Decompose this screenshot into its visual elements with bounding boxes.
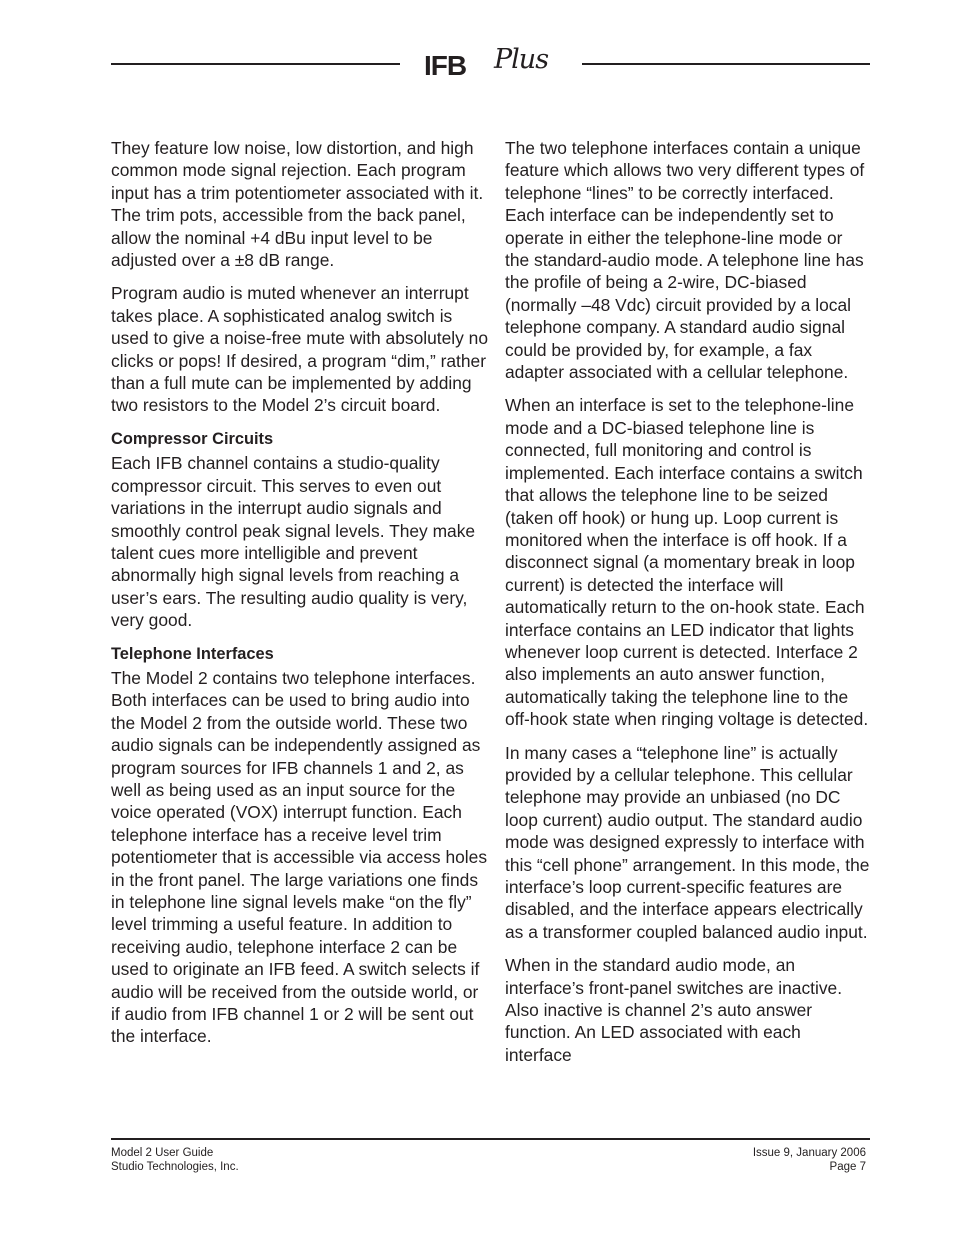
section-heading-compressor: Compressor Circuits [111, 429, 274, 448]
footer-rule [111, 1138, 870, 1140]
paragraph: They feature low noise, low distortion, and high common mode signal rejection. Each program input has a trim potentiometer associated with it. The trim pots, accessible from the back panel, allow the nominal +4 dBu input level to be adjusted over a ±8 dB range. [111, 138, 484, 271]
header-rule-right [582, 63, 870, 65]
paragraph: When an interface is set to the telephone-line mode and a DC-biased telephone line is connected, full monitoring and control is implemented. Each interface contains a switch that allows the telephone line to be seized (taken off hook) or hung up. Loop current is monitored when the interface is off hook. If a disconnect signal (a momentary break in loop current) is detected the interface will automatically return to the on-hook state. Each interface contains an LED indicator that lights whenever loop current is detected. Interface 2 also implements an auto answer function, automatically taking the telephone line to the off-hook state when ringing voltage is detected. [505, 395, 869, 730]
header-rule-left [111, 63, 400, 65]
paragraph: The Model 2 contains two telephone interfaces. Both interfaces can be used to bring audio into the Model 2 from the outside world. These two audio signals can be independently assigned as program sources for IFB channels 1 and 2, as well as being used as an input source for the voice operated (VOX) interrupt function. Each telephone interface has a receive level trim potentiometer that is accessible via access holes in the front panel. The large variations one finds in telephone line signal levels make “on the fly” level trimming a useful feature. In addition to receiving audio, telephone interface 2 can be used to originate an IFB feed. A switch selects if audio will be received from the outside world, or if audio from IFB channel 1 or 2 will be sent out the interface. [111, 667, 488, 1047]
paragraph: Each IFB channel contains a studio-quality compressor circuit. This serves to even out variations in the interrupt audio signals and smoothly control peak signal levels. They make talent cues more intelligible and prevent abnormally high signal levels from reaching a user’s ears. The resulting audio quality is very, very good. [111, 453, 476, 631]
footer-page-number: Page 7 [829, 1161, 866, 1173]
footer-issue: Issue 9, January 2006 [752, 1147, 866, 1159]
footer-right [753, 1146, 866, 1174]
section-heading-telephone: Telephone Interfaces [111, 644, 274, 663]
footer-guide-title: Model 2 User Guide [111, 1147, 214, 1159]
right-column [505, 137, 871, 1077]
logo-text-main: IFB [424, 50, 467, 81]
paragraph: When in the standard audio mode, an interface’s front-panel switches are inactive. Also inactive is channel 2’s auto answer function. An LED associated with each interface [505, 955, 843, 1065]
footer-company: Studio Technologies, Inc. [111, 1161, 239, 1173]
paragraph: Program audio is muted whenever an interrupt takes place. A sophisticated analog switch is used to give a noise-free mute with absolutely no clicks or pops! If desired, a program “dim,” rather than a full mute can be implemented by adding two resistors to the Model 2’s circuit board. [111, 283, 489, 416]
logo-text-script: Plus [494, 44, 549, 75]
paragraph: The two telephone interfaces contain a unique feature which allows two very different types of telephone “lines” to be correctly interfaced. Each interface can be independently set to operate in either the telephone-line mode or the standard-audio mode. A telephone line has the profile of being a 2-wire, DC-biased (normally –48 Vdc) circuit provided by a local telephone company. A standard audio signal could be provided by, for example, a fax adapter associated with a cellular telephone. [505, 138, 865, 383]
left-column [111, 137, 491, 1059]
paragraph: In many cases a “telephone line” is actually provided by a cellular telephone. This cellular telephone may provide an unbiased (no DC loop current) audio output. The standard audio mode was designed expressly to interface with this “cell phone” arrangement. In this mode, the interface’s loop current-specific features are disabled, and the interface appears electrically as a transformer coupled balanced audio input. [505, 742, 870, 942]
footer-left [111, 1146, 239, 1174]
